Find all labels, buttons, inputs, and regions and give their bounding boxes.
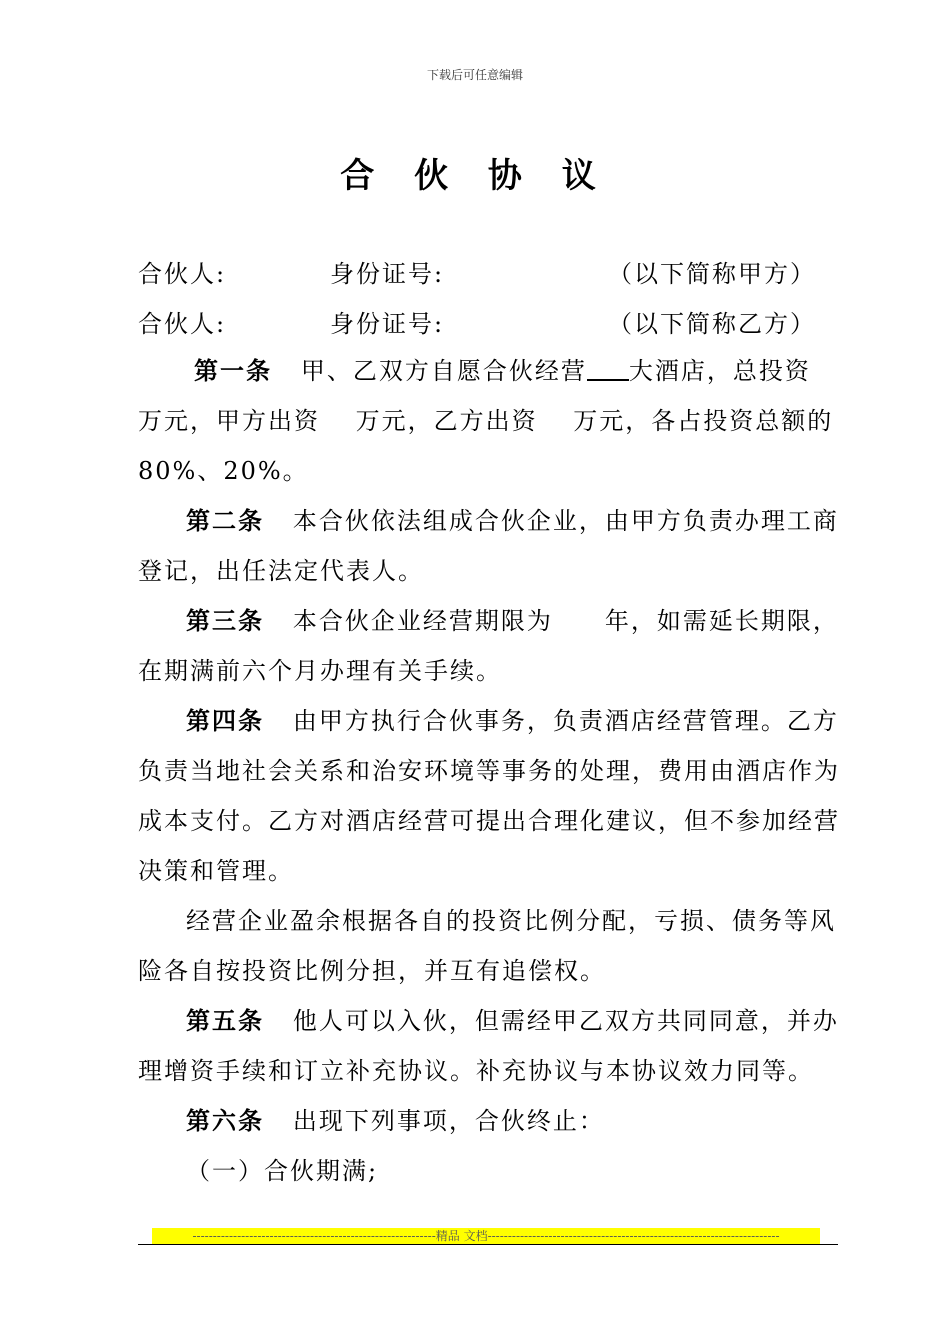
article-4-para-2-line-1: 经营企业盈余根据各自的投资比例分配，亏损、债务等风 xyxy=(186,907,836,935)
party-b-id-label: 身份证号: xyxy=(330,310,445,338)
party-a-alias: （以下简称甲方） xyxy=(608,260,816,288)
header-note: 下载后可任意编辑 xyxy=(426,68,523,82)
blank-underline xyxy=(587,357,629,381)
article-text: 甲、乙双方自愿合伙经营 xyxy=(300,357,587,385)
footer-banner: ------------------------------------------------------------精品 文档------------------------------------------------------------------------ xyxy=(152,1228,820,1244)
party-a-name-label: 合伙人: xyxy=(138,260,227,288)
article-4-line-1 xyxy=(186,704,839,738)
article-1-line-3: 80%、20%。 xyxy=(138,457,309,485)
article-heading: 第三条 xyxy=(186,607,264,635)
article-3-line-2: 在期满前六个月办理有关手续。 xyxy=(138,657,502,685)
article-6-line-1 xyxy=(186,1104,605,1138)
article-heading: 第二条 xyxy=(186,507,264,535)
article-heading: 第四条 xyxy=(186,707,264,735)
article-text: 由甲方执行合伙事务，负责酒店经营管理。乙方 xyxy=(292,707,839,735)
article-4-line-2: 负责当地社会关系和治安环境等事务的处理，费用由酒店作为 xyxy=(138,757,840,785)
article-heading: 第一条 xyxy=(194,357,272,385)
article-2-line-2: 登记，出任法定代表人。 xyxy=(138,557,424,585)
document-title: 合 伙 协 议 xyxy=(340,156,610,196)
article-4-line-3: 成本支付。乙方对酒店经营可提出合理化建议，但不参加经营 xyxy=(138,807,840,835)
article-text: 大酒店，总投资 xyxy=(628,357,811,385)
article-text: 出现下列事项，合伙终止： xyxy=(292,1107,605,1135)
footer-rule xyxy=(138,1244,838,1245)
article-6-item-1: （一）合伙期满; xyxy=(186,1157,379,1185)
article-text: 本合伙企业经营期限为 年，如需延长期限， xyxy=(292,607,839,635)
article-4-line-4: 决策和管理。 xyxy=(138,857,294,885)
article-1-line-2: 万元，甲方出资 万元，乙方出资 万元，各占投资总额的 xyxy=(138,407,834,435)
article-text: 本合伙依法组成合伙企业，由甲方负责办理工商 xyxy=(292,507,839,535)
article-1-line-1 xyxy=(194,354,811,388)
article-4-para-2-line-2: 险各自按投资比例分担，并互有追偿权。 xyxy=(138,957,606,985)
article-3-line-1 xyxy=(186,604,839,638)
article-5-line-2: 理增资手续和订立补充协议。补充协议与本协议效力同等。 xyxy=(138,1057,814,1085)
article-heading: 第五条 xyxy=(186,1007,264,1035)
article-5-line-1 xyxy=(186,1004,839,1038)
party-a-id-label: 身份证号: xyxy=(330,260,445,288)
article-text: 他人可以入伙，但需经甲乙双方共同同意，并办 xyxy=(292,1007,839,1035)
article-heading: 第六条 xyxy=(186,1107,264,1135)
party-b-alias: （以下简称乙方） xyxy=(608,310,816,338)
article-2-line-1 xyxy=(186,504,839,538)
party-b-name-label: 合伙人: xyxy=(138,310,227,338)
